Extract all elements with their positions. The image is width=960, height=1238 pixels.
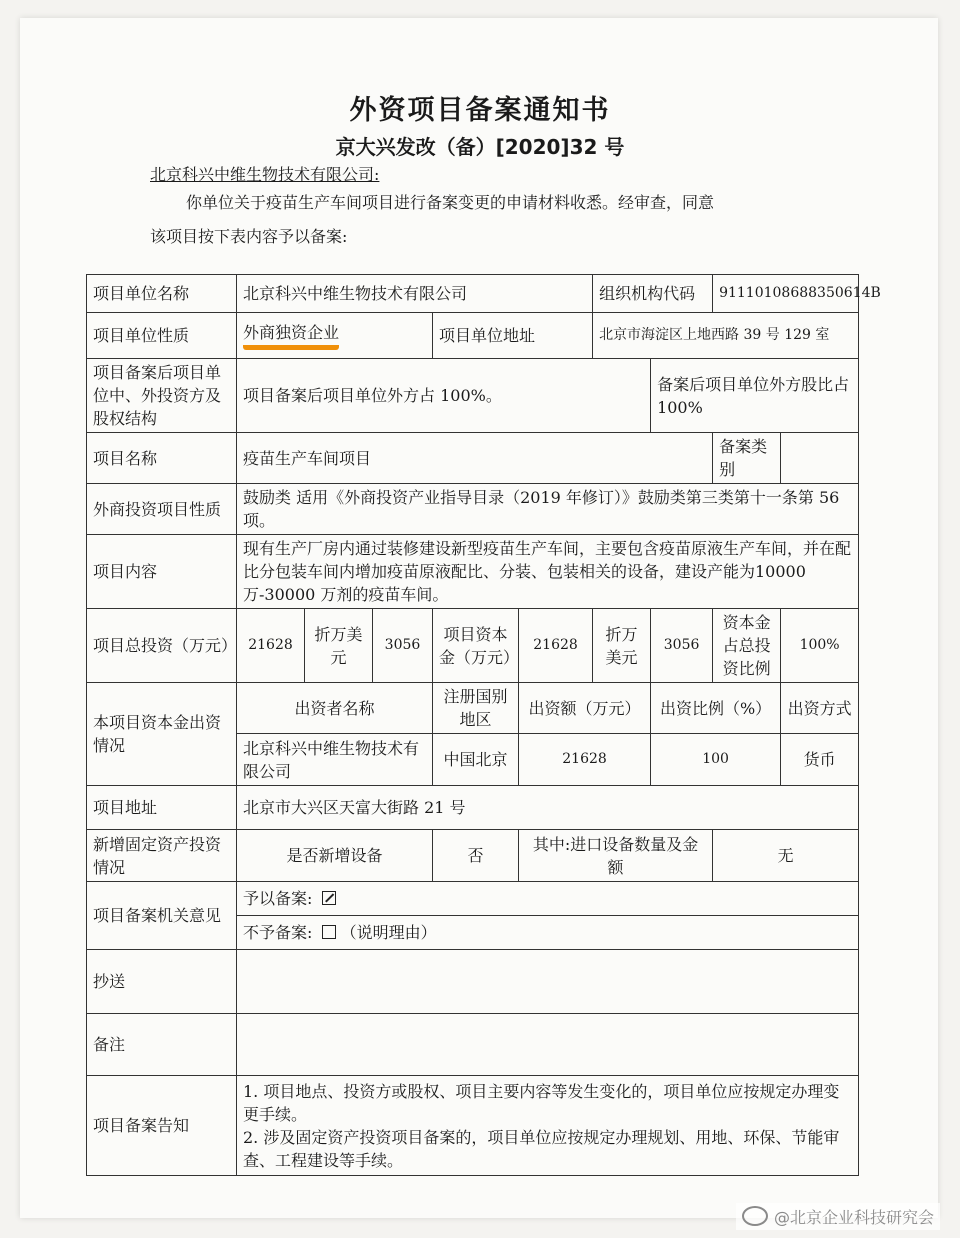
org-code-value: 91110108688350614B [713, 275, 859, 313]
row-opinion-approve [87, 882, 859, 916]
unit-address-label: 项目单位地址 [433, 313, 593, 359]
site-label: 项目地址 [87, 786, 237, 830]
contrib-method: 货币 [781, 734, 859, 786]
capital-label: 项目资本金（万元） [433, 609, 519, 683]
import-label: 其中:进口设备数量及金额 [519, 830, 713, 882]
approve-label: 予以备案: [243, 889, 313, 908]
unit-nature-label: 项目单位性质 [87, 313, 237, 359]
addressee: 北京科兴中维生物技术有限公司: [150, 165, 380, 184]
row-site [87, 786, 859, 830]
capital-usd: 3056 [651, 609, 713, 683]
checked-box-icon [322, 891, 336, 905]
reject-note: （说明理由） [340, 923, 437, 942]
notice-item-1: 1. 项目地点、投资方或股权、项目主要内容等发生变化的，项目单位应按规定办理变更手续。 [243, 1081, 840, 1124]
approve-cell [237, 882, 859, 916]
site-value: 北京市大兴区天富大街路 21 号 [237, 786, 859, 830]
unit-address-value: 北京市海淀区上地西路 39 号 129 室 [593, 313, 859, 359]
intro-line-2: 该项目按下表内容予以备案: [150, 227, 348, 246]
weibo-watermark [736, 1203, 940, 1230]
cc-label: 抄送 [87, 950, 237, 1014]
filing-type-value [781, 433, 859, 484]
row-contribution-header [87, 683, 859, 734]
intro-line-1: 你单位关于疫苗生产车间项目进行备案变更的申请材料收悉。经审查，同意 [186, 193, 715, 212]
usd-label-1: 折万美元 [305, 609, 373, 683]
contrib-ratio: 100 [651, 734, 781, 786]
row-notice [87, 1076, 859, 1176]
remarks-value [237, 1014, 859, 1076]
import-value: 无 [713, 830, 859, 882]
total-investment-usd: 3056 [373, 609, 433, 683]
notice-item-2: 2. 涉及固定资产投资项目备案的，项目单位应按规定办理规划、用地、环保、节能审查、工程建设等手续。 [243, 1127, 840, 1170]
row-equity [87, 359, 859, 433]
row-unit-nature [87, 313, 859, 359]
org-code-label: 组织机构代码 [593, 275, 713, 313]
equity-text: 项目备案后项目单位外方占 100%。 [237, 359, 651, 433]
remarks-label: 备注 [87, 1014, 237, 1076]
row-content [87, 535, 859, 609]
content-value: 现有生产厂房内通过装修建设新型疫苗生产车间，主要包含疫苗原液生产车间，并在配比分包装车间内增加疫苗原液配比、分装、包装相关的设备，建设产能为10000 万-30000 万剂的疫苗车间。 [237, 535, 859, 609]
contrib-header-country: 注册国别地区 [433, 683, 519, 734]
project-name-label: 项目名称 [87, 433, 237, 484]
contrib-header-ratio: 出资比例（%） [651, 683, 781, 734]
contrib-amount: 21628 [519, 734, 651, 786]
unchecked-box-icon [322, 925, 336, 939]
contrib-investor: 北京科兴中维生物技术有限公司 [237, 734, 433, 786]
capital-ratio-label: 资本金占总投资比例 [713, 609, 781, 683]
new-equipment-value: 否 [433, 830, 519, 882]
contrib-header-investor: 出资者名称 [237, 683, 433, 734]
row-investment-nature [87, 484, 859, 535]
content-label: 项目内容 [87, 535, 237, 609]
filing-form-table [86, 274, 881, 1176]
weibo-icon [742, 1206, 768, 1226]
investment-nature-label: 外商投资项目性质 [87, 484, 237, 535]
unit-name-value: 北京科兴中维生物技术有限公司 [237, 275, 593, 313]
row-investment [87, 609, 859, 683]
unit-nature-value: 外商独资企业 [243, 321, 339, 350]
new-equipment-label: 是否新增设备 [237, 830, 433, 882]
equity-note: 备案后项目单位外方股比占 100% [651, 359, 859, 433]
investment-nature-value: 鼓励类 适用《外商投资产业指导目录（2019 年修订）》鼓励类第三类第十一条第 56 项。 [237, 484, 859, 535]
row-cc [87, 950, 859, 1014]
capital-value: 21628 [519, 609, 593, 683]
filing-type-label: 备案类别 [713, 433, 781, 484]
document-number: 京大兴发改（备）[2020]32 号 [335, 135, 625, 159]
document-title: 外资项目备案通知书 [349, 95, 611, 126]
row-fixed-asset [87, 830, 859, 882]
project-name-value: 疫苗生产车间项目 [237, 433, 713, 484]
fixed-asset-label: 新增固定资产投资情况 [87, 830, 237, 882]
row-unit-name [87, 275, 859, 313]
total-investment-value: 21628 [237, 609, 305, 683]
contrib-header-amount: 出资额（万元） [519, 683, 651, 734]
notice-label: 项目备案告知 [87, 1076, 237, 1176]
row-project-name [87, 433, 859, 484]
reject-label: 不予备案: [243, 923, 313, 942]
contrib-country: 中国北京 [433, 734, 519, 786]
unit-name-label: 项目单位名称 [87, 275, 237, 313]
opinion-label: 项目备案机关意见 [87, 882, 237, 950]
capital-ratio-value: 100% [781, 609, 859, 683]
watermark-text: @北京企业科技研究会 [773, 1208, 934, 1227]
equity-label: 项目备案后项目单位中、外投资方及股权结构 [87, 359, 237, 433]
notice-value [237, 1076, 859, 1176]
usd-label-2: 折万美元 [593, 609, 651, 683]
reject-cell [237, 916, 859, 950]
contribution-label: 本项目资本金出资情况 [87, 683, 237, 786]
total-investment-label: 项目总投资（万元） [87, 609, 237, 683]
cc-value [237, 950, 859, 1014]
row-remarks [87, 1014, 859, 1076]
contrib-header-method: 出资方式 [781, 683, 859, 734]
